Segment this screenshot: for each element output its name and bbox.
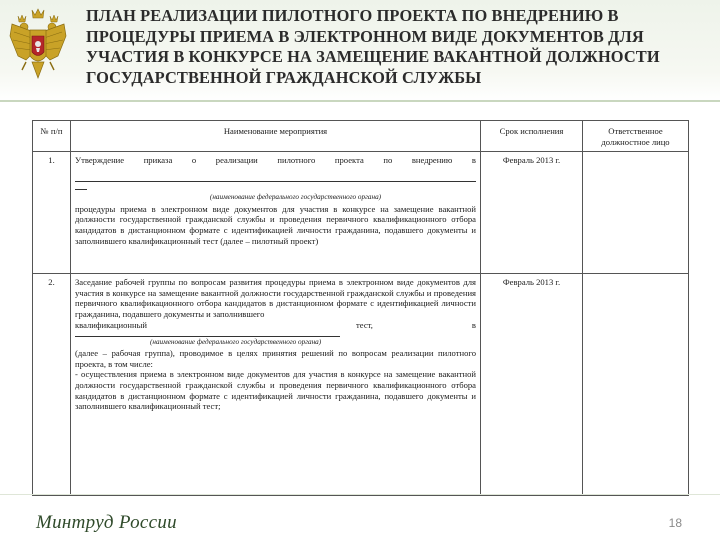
col-header-num: № п/п <box>33 121 71 152</box>
field-hint: (наименование федерального государственного органа) <box>209 192 382 201</box>
plan-table <box>32 120 689 496</box>
table-row <box>33 274 689 496</box>
row-term: Февраль 2013 г. <box>481 274 583 496</box>
table-header-row <box>33 121 689 152</box>
activity-text: Заседание рабочей группы по вопросам развития процедуры приема в электронном виде документов для участия в конкурсе на замещение вакантной должности государственной гражданской службы и проведения первичного квалификационного отбора кандидатов в дистанционном формате с идентификацией личности гражданина, подавшего документы и заполнившего <box>75 277 476 319</box>
row-number: 1. <box>33 152 71 274</box>
row-responsible <box>583 152 689 274</box>
activity-text-3: - осуществления приема в электронном виде документов для участия в конкурсе на замещение вакантной должности государственной гражданской службы и проведения первичного квалификационного отбора кандидатов в дистанционном формате с идентификацией личности гражданина, подавшего документы и заполнившего квалификационный тест; <box>75 369 476 412</box>
page-number: 18 <box>668 516 682 530</box>
ministry-logo: Минтруд России <box>36 512 177 533</box>
row-term: Февраль 2013 г. <box>481 152 583 274</box>
activity-text-2: (далее – рабочая группа), проводимое в целях принятия решений по вопросам реализации пилотного проекта, в том числе: <box>75 348 476 369</box>
blank-line <box>75 172 476 182</box>
blank-line-short <box>75 182 87 190</box>
col-header-activity: Наименование мероприятия <box>71 121 481 152</box>
spread-word: тест, <box>356 319 373 330</box>
row-activity <box>71 152 481 274</box>
activity-line: Утверждение приказа о реализации пилотного проекта по внедрению в <box>75 155 476 166</box>
col-header-responsible: Ответственное должностное лицо <box>583 121 689 152</box>
spread-word: квалификационный <box>75 319 147 330</box>
row-responsible <box>583 274 689 496</box>
field-hint: (наименование федерального государственного органа) <box>150 338 322 347</box>
activity-line-spread <box>75 320 476 331</box>
row-activity <box>71 274 481 496</box>
table-row <box>33 152 689 274</box>
col-header-term: Срок исполнения <box>481 121 583 152</box>
blank-line <box>75 331 340 337</box>
row-number: 2. <box>33 274 71 496</box>
activity-text: процедуры приема в электронном виде документов для участия в конкурсе на замещение вакантной должности государственной гражданской службы и проведения первичного квалификационного отбора кандидатов в дистанционном формате с идентификацией личности гражданина, подавшего документы и заполнившего квалификационный тест (далее – пилотный проект) <box>75 203 476 246</box>
spread-word: в <box>471 319 476 330</box>
page-title: ПЛАН РЕАЛИЗАЦИИ ПИЛОТНОГО ПРОЕКТА ПО ВНЕДРЕНИЮ В ПРОЦЕДУРЫ ПРИЕМА В ЭЛЕКТРОННОМ ВИДЕ ДОКУМЕНТОВ ДЛЯ УЧАСТИЯ В КОНКУРСЕ НА ЗАМЕЩЕНИЕ ВАКАНТНОЙ ДОЛЖНОСТИ ГОСУДАРСТВЕННОЙ ГРАЖДАНСКОЙ СЛУЖБЫ <box>86 6 660 87</box>
footer-divider <box>0 494 720 495</box>
header-divider <box>0 100 720 102</box>
russian-coat-of-arms-icon <box>8 6 68 86</box>
